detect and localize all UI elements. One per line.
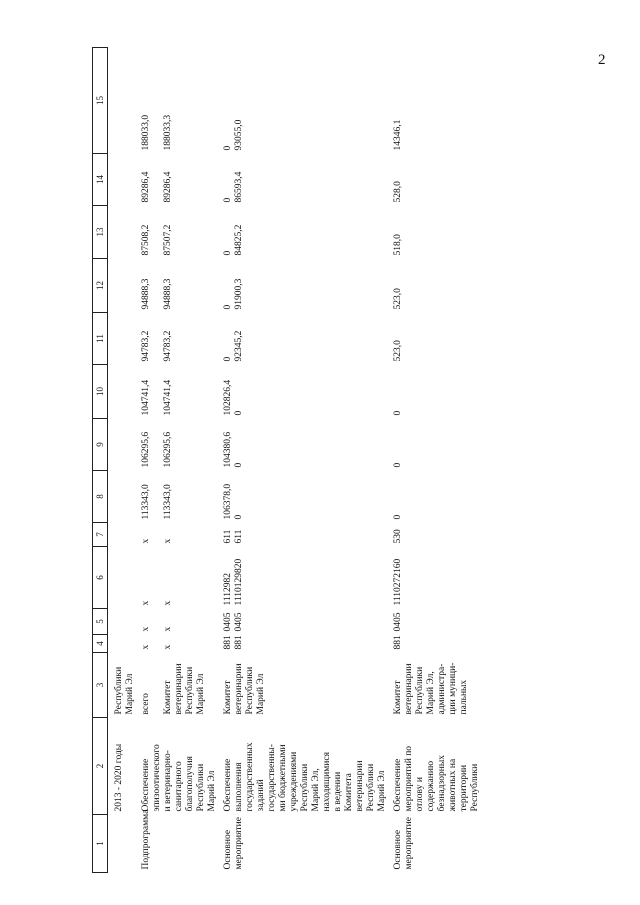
- cell-line: x: [163, 538, 173, 544]
- cell-line: Комитет: [223, 680, 233, 715]
- cell-line: [152, 368, 163, 416]
- cell-col-3: [390, 653, 483, 718]
- cell-line: x: [163, 644, 173, 650]
- cell-col-8: [138, 471, 220, 523]
- cell-line: 1110129820: [234, 558, 244, 606]
- column-header-11: 11: [93, 313, 108, 365]
- cell-line: [152, 638, 163, 650]
- cell-line: [152, 550, 163, 606]
- table-body: [108, 48, 484, 873]
- cell-line: [152, 262, 163, 310]
- cell-line: 0: [234, 514, 244, 520]
- cell-line: 87507,2: [163, 224, 173, 256]
- cell-line: 188033,3: [163, 114, 173, 151]
- column-header-9: 9: [93, 419, 108, 471]
- cell-line: пальных: [459, 679, 469, 715]
- cell-line: 0405: [223, 612, 233, 632]
- cell-line: [152, 422, 163, 468]
- cell-line: 523,0: [393, 288, 403, 310]
- cell-line: Республики: [300, 763, 310, 812]
- cell-line: находящимися: [322, 752, 332, 812]
- cell-line: 106295,6: [141, 431, 151, 468]
- cell-line: [152, 157, 163, 203]
- column-header-3: 3: [93, 653, 108, 718]
- column-header-13: 13: [93, 206, 108, 259]
- cell-line: 881: [234, 635, 244, 650]
- cell-col-13: [138, 206, 220, 259]
- header-row: [93, 48, 108, 873]
- column-header-1: 1: [93, 815, 108, 873]
- column-header-14: 14: [93, 154, 108, 206]
- cell-line: Комитет: [163, 680, 173, 715]
- cell-col-11: [220, 313, 390, 365]
- cell-line: мероприятие: [234, 817, 244, 870]
- cell-line: [152, 474, 163, 520]
- cell-line: администра-: [437, 663, 447, 715]
- cell-col-3: [138, 653, 220, 718]
- cell-line: 0405: [393, 612, 403, 632]
- cell-line: 0: [223, 250, 233, 256]
- cell-line: x: [141, 644, 151, 650]
- budget-table: [92, 47, 483, 873]
- cell-line: [152, 316, 163, 362]
- cell-col-14: [220, 154, 390, 206]
- cell-col-1: [108, 815, 139, 873]
- cell-col-4: [220, 635, 390, 653]
- cell-line: 94888,3: [141, 278, 151, 310]
- cell-line: 0: [223, 145, 233, 151]
- cell-col-14: [390, 154, 483, 206]
- cell-line: отлову и: [415, 777, 425, 812]
- cell-col-2: [220, 718, 390, 815]
- cell-line: 104741,4: [141, 379, 151, 416]
- cell-col-3: [220, 653, 390, 718]
- cell-line: Марий Эл: [207, 770, 217, 812]
- cell-col-12: [390, 259, 483, 313]
- cell-col-13: [108, 206, 139, 259]
- cell-line: Обеспечение: [141, 758, 151, 812]
- cell-line: 0: [393, 410, 403, 416]
- cell-line: 2013 - 2020 годы: [114, 743, 124, 812]
- cell-line: 0405: [234, 612, 244, 632]
- cell-col-7: [108, 523, 139, 547]
- cell-line: благополучия: [185, 756, 195, 812]
- cell-line: 1110272160: [393, 558, 403, 606]
- cell-col-13: [390, 206, 483, 259]
- cell-col-8: [220, 471, 390, 523]
- cell-col-7: [390, 523, 483, 547]
- cell-col-7: [138, 523, 220, 547]
- cell-line: 1112982: [223, 572, 233, 606]
- cell-line: Основное: [223, 829, 233, 870]
- cell-col-1: [138, 809, 220, 873]
- cell-line: 87508,2: [141, 224, 151, 256]
- cell-line: Марий Эл: [196, 673, 206, 715]
- cell-line: ми бюджетными: [278, 744, 288, 812]
- cell-col-15: [390, 48, 483, 154]
- cell-line: 0: [223, 197, 233, 203]
- cell-col-1: [220, 815, 390, 873]
- cell-col-3: [108, 653, 139, 718]
- cell-col-14: [108, 154, 139, 206]
- cell-col-10: [108, 365, 139, 419]
- cell-line: 0: [223, 304, 233, 310]
- column-header-2: 2: [93, 718, 108, 815]
- cell-col-8: [108, 471, 139, 523]
- cell-line: учреждениями: [289, 751, 299, 812]
- column-header-5: 5: [93, 609, 108, 635]
- cell-line: 528,0: [393, 181, 403, 203]
- cell-line: 92345,2: [234, 330, 244, 362]
- cell-col-1: [390, 815, 483, 873]
- cell-line: ветеринарии: [234, 663, 244, 715]
- cell-line: 0: [223, 356, 233, 362]
- cell-line: [152, 612, 163, 632]
- column-header-4: 4: [93, 635, 108, 653]
- cell-line: Республики: [245, 666, 255, 715]
- cell-line: 881: [393, 635, 403, 650]
- cell-col-14: [138, 154, 220, 206]
- cell-line: 102826,4: [223, 379, 233, 416]
- column-header-15: 15: [93, 48, 108, 154]
- cell-col-15: [138, 48, 220, 154]
- cell-line: Республики: [114, 666, 124, 715]
- cell-col-5: [138, 609, 220, 635]
- cell-col-4: [138, 635, 220, 653]
- cell-line: Марий Эл: [377, 770, 387, 812]
- rotated-sheet: [92, 48, 640, 873]
- cell-line: 611: [223, 529, 233, 544]
- cell-line: мероприятие: [404, 817, 414, 870]
- cell-line: животных на: [448, 758, 458, 812]
- cell-line: Обеспечение: [393, 758, 403, 812]
- cell-line: 881: [223, 635, 233, 650]
- cell-line: заданий: [256, 779, 266, 812]
- cell-line: территории: [459, 764, 469, 812]
- cell-line: 94783,2: [141, 330, 151, 362]
- cell-line: ветеринарии: [404, 663, 414, 715]
- cell-line: ции муници-: [448, 662, 458, 715]
- cell-line: Марий Эл: [125, 673, 135, 715]
- cell-line: 93055,0: [234, 119, 244, 151]
- cell-line: Комитет: [393, 680, 403, 715]
- cell-col-15: [108, 48, 139, 154]
- cell-line: Комитета: [344, 773, 354, 812]
- cell-col-5: [108, 609, 139, 635]
- cell-col-2: [138, 718, 220, 815]
- cell-line: 0: [393, 462, 403, 468]
- cell-line: Обеспечение: [223, 758, 233, 812]
- cell-line: Республики: [185, 666, 195, 715]
- cell-col-9: [220, 419, 390, 471]
- column-header-8: 8: [93, 471, 108, 523]
- cell-line: 113343,0: [163, 484, 173, 520]
- cell-line: [152, 51, 163, 151]
- cell-col-10: [220, 365, 390, 419]
- cell-col-9: [108, 419, 139, 471]
- cell-line: Марий Эл,: [426, 671, 436, 715]
- cell-line: 0: [393, 514, 403, 520]
- cell-line: 86593,4: [234, 171, 244, 203]
- cell-col-12: [138, 259, 220, 313]
- cell-line: 84825,2: [234, 224, 244, 256]
- cell-line: [152, 526, 163, 544]
- column-header-10: 10: [93, 365, 108, 419]
- cell-line: x: [163, 600, 173, 606]
- cell-col-11: [390, 313, 483, 365]
- column-header-12: 12: [93, 259, 108, 313]
- cell-line: x: [141, 600, 151, 606]
- table-row: [220, 48, 390, 873]
- cell-line: санитарного: [174, 761, 184, 812]
- cell-col-12: [220, 259, 390, 313]
- cell-col-9: [390, 419, 483, 471]
- cell-line: Республики: [366, 763, 376, 812]
- cell-line: 611: [234, 529, 244, 544]
- cell-col-5: [390, 609, 483, 635]
- cell-line: ветеринарии: [355, 760, 365, 812]
- cell-col-7: [220, 523, 390, 547]
- cell-line: 104380,6: [223, 431, 233, 468]
- cell-line: государственных: [245, 742, 255, 812]
- cell-line: 0: [234, 410, 244, 416]
- cell-col-6: [108, 547, 139, 609]
- cell-line: 89286,4: [141, 171, 151, 203]
- cell-line: ветеринарии: [174, 663, 184, 715]
- cell-line: x: [141, 626, 151, 632]
- cell-line: содержанию: [426, 760, 436, 812]
- cell-line: 113343,0: [141, 484, 151, 520]
- cell-col-13: [220, 206, 390, 259]
- cell-line: выполнения: [234, 762, 244, 812]
- column-header-6: 6: [93, 547, 108, 609]
- cell-col-6: [390, 547, 483, 609]
- cell-line: 106295,6: [163, 431, 173, 468]
- cell-line: x: [163, 626, 173, 632]
- cell-line: и ветеринарно-: [163, 750, 173, 812]
- cell-line: 106378,0: [223, 483, 233, 520]
- cell-line: Марий Эл,: [311, 768, 321, 812]
- cell-col-8: [390, 471, 483, 523]
- page-number: 2: [598, 52, 606, 68]
- cell-col-2: [108, 718, 139, 815]
- cell-col-2: [390, 718, 483, 815]
- cell-col-6: [138, 547, 220, 609]
- cell-line: всего: [141, 693, 151, 715]
- column-header-7: 7: [93, 523, 108, 547]
- cell-col-4: [108, 635, 139, 653]
- cell-col-9: [138, 419, 220, 471]
- cell-line: Республики: [415, 666, 425, 715]
- table-row: [390, 48, 483, 873]
- table-row: [108, 48, 139, 873]
- cell-line: Основное: [393, 829, 403, 870]
- cell-line: 91900,3: [234, 278, 244, 310]
- cell-line: 104741,4: [163, 379, 173, 416]
- cell-line: государственны-: [267, 744, 277, 812]
- cell-line: эпизоотического: [152, 744, 162, 812]
- cell-line: 94888,3: [163, 278, 173, 310]
- cell-line: Республики: [470, 763, 480, 812]
- cell-col-11: [108, 313, 139, 365]
- cell-line: в ведении: [333, 771, 343, 812]
- cell-line: 94783,2: [163, 330, 173, 362]
- cell-line: мероприятий по: [404, 745, 414, 812]
- cell-line: 14346,1: [393, 119, 403, 151]
- cell-line: безнадзорных: [437, 755, 447, 812]
- cell-col-4: [390, 635, 483, 653]
- cell-line: 523,0: [393, 340, 403, 362]
- cell-line: [152, 209, 163, 256]
- cell-line: [152, 656, 163, 715]
- cell-line: 89286,4: [163, 171, 173, 203]
- cell-col-5: [220, 609, 390, 635]
- cell-line: 188033,0: [141, 114, 151, 151]
- table-row: [138, 48, 220, 873]
- cell-line: Республики: [196, 763, 206, 812]
- cell-col-10: [138, 365, 220, 419]
- cell-line: Подпрограмма: [141, 809, 151, 870]
- cell-line: 530: [393, 529, 403, 544]
- cell-line: 0: [234, 462, 244, 468]
- cell-col-11: [138, 313, 220, 365]
- cell-line: x: [141, 538, 151, 544]
- cell-line: 518,0: [393, 234, 403, 256]
- cell-line: Марий Эл: [256, 673, 266, 715]
- cell-col-15: [220, 48, 390, 154]
- cell-col-12: [108, 259, 139, 313]
- cell-col-6: [220, 547, 390, 609]
- cell-col-10: [390, 365, 483, 419]
